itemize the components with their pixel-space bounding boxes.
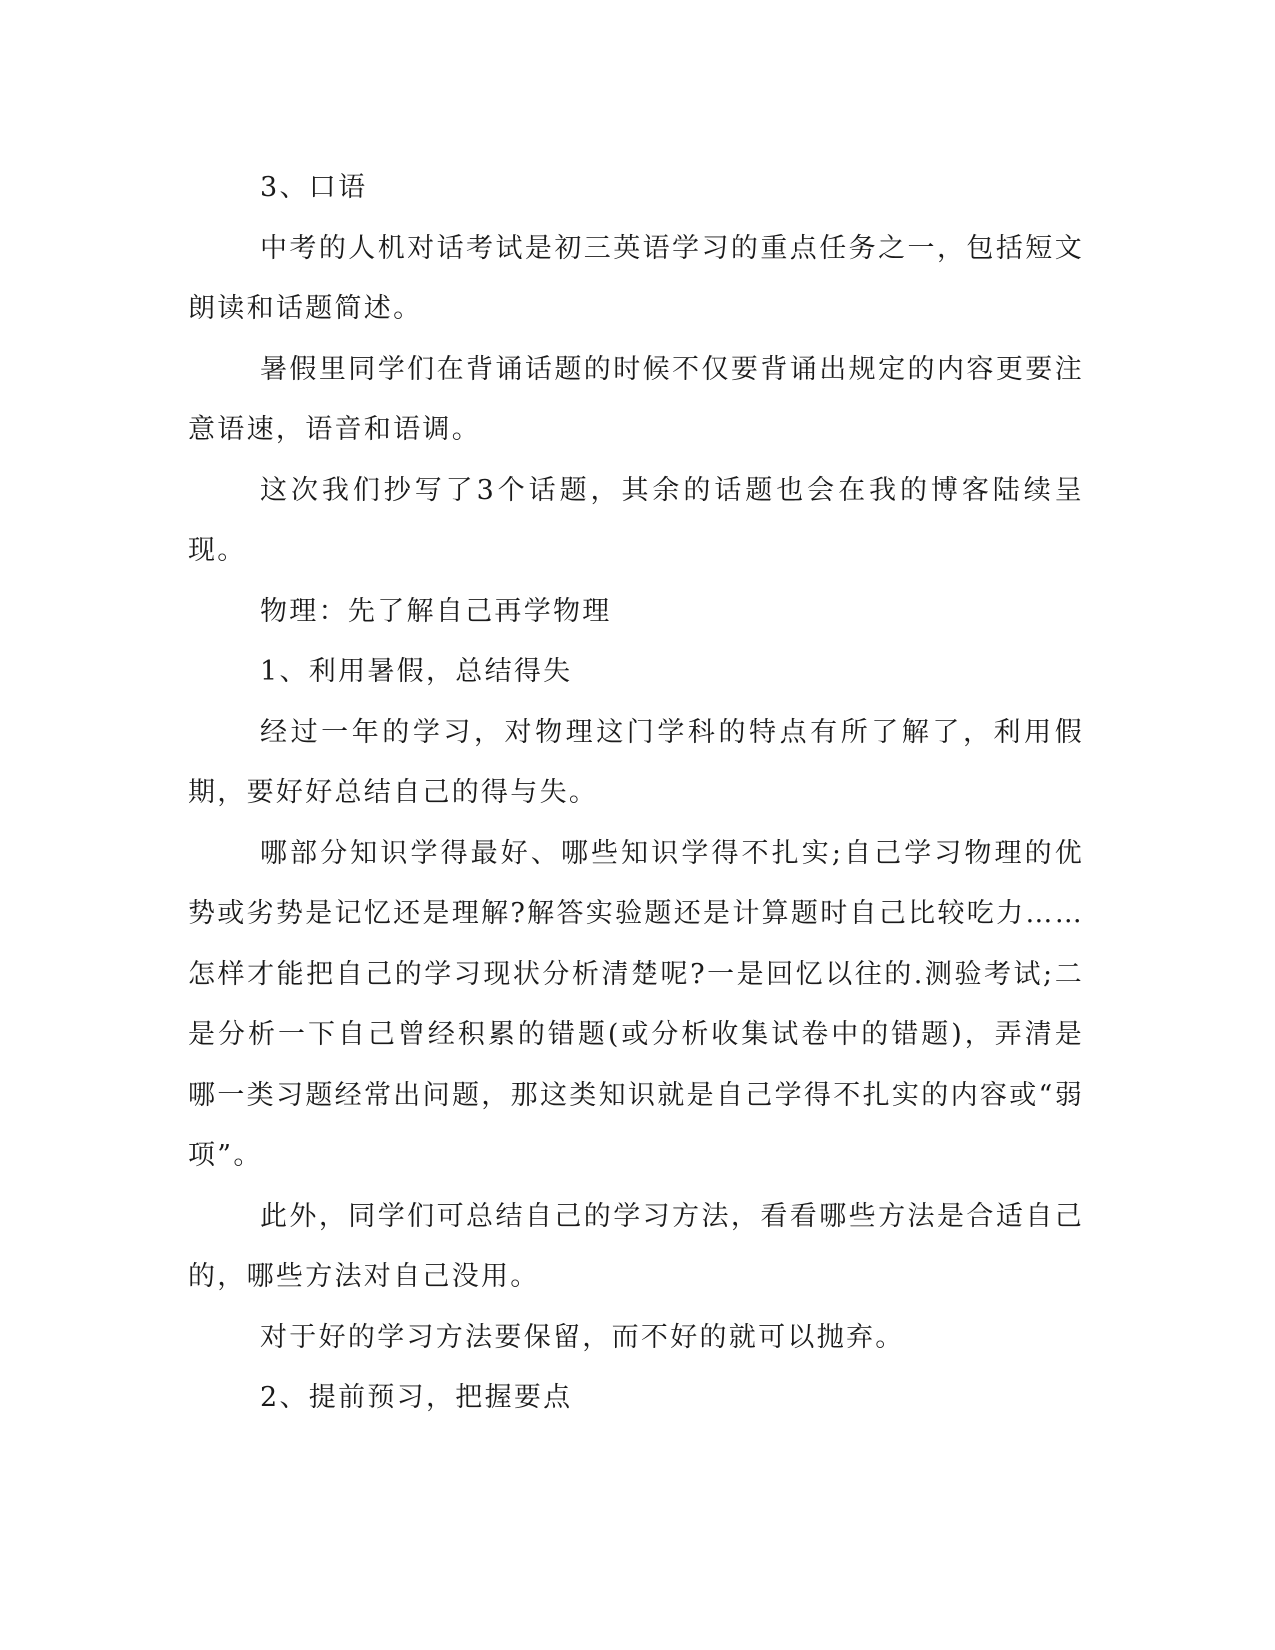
paragraph-topics-copied: 这次我们抄写了3个话题，其余的话题也会在我的博客陆续呈现。: [188, 474, 1084, 566]
paragraph-study-methods: 此外，同学们可总结自己的学习方法，看看哪些方法是合适自己的，哪些方法对自己没用。: [188, 1200, 1084, 1292]
document-body: [188, 158, 1084, 1429]
paragraph-one-year-study: 经过一年的学习，对物理这门学科的特点有所了解了，利用假期，要好好总结自己的得与失。: [188, 716, 1084, 808]
heading-summarize: 1、利用暑假，总结得失: [260, 656, 573, 687]
heading-physics: 物理：先了解自己再学物理: [260, 595, 612, 627]
heading-preview: 2、提前预习，把握要点: [260, 1382, 573, 1413]
paragraph-summer-recitation: 暑假里同学们在背诵话题的时候不仅要背诵出规定的内容更要注意语速，语音和语调。: [188, 353, 1084, 445]
paragraph-self-analysis: 哪部分知识学得最好、哪些知识学得不扎实;自己学习物理的优势或劣势是记忆还是理解?解答实验题还是计算题时自己比较吃力……怎样才能把自己的学习现状分析清楚呢?一是回忆以往的.测验考试;二是分析一下自己曾经积累的错题(或分析收集试卷中的错题)，弄清是哪一类习题经常出问题，那这类知识就是自己学得不扎实的内容或“弱项”。: [188, 837, 1084, 1171]
paragraph-keep-good-methods: 对于好的学习方法要保留，而不好的就可以抛弃。: [260, 1321, 905, 1353]
paragraph-oral-exam: 中考的人机对话考试是初三英语学习的重点任务之一，包括短文朗读和话题简述。: [188, 232, 1084, 324]
heading-oral: 3、口语: [260, 172, 368, 203]
